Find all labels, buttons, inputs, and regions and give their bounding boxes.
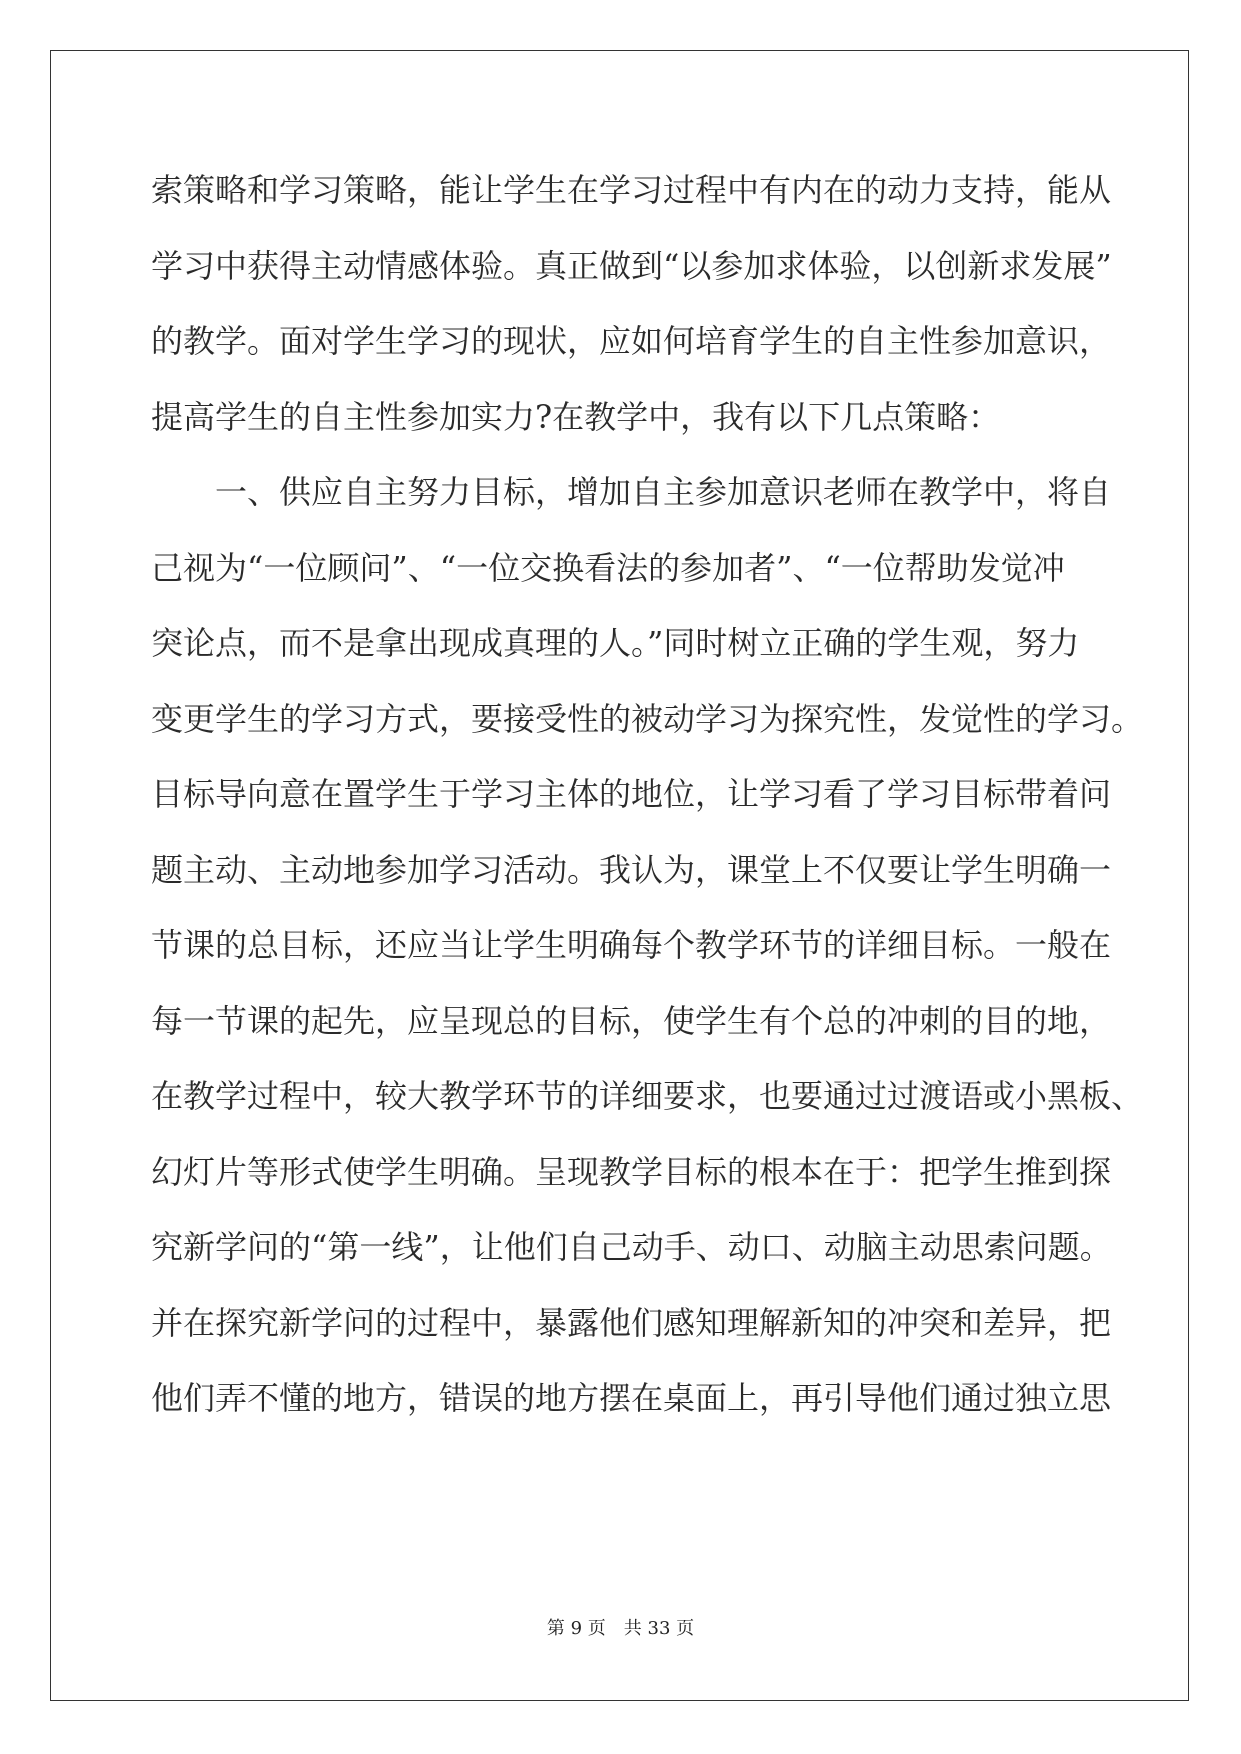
text-line: 节课的总目标，还应当让学生明确每个教学环节的详细目标。一般在 bbox=[151, 926, 1112, 964]
text-line: 每一节课的起先，应呈现总的目标，使学生有个总的冲刺的目的地， bbox=[151, 1002, 1112, 1040]
text-line: 究新学问的“第一线”，让他们自己动手、动口、动脑主动思索问题。 bbox=[151, 1228, 1112, 1266]
text-line: 索策略和学习策略，能让学生在学习过程中有内在的动力支持，能从 bbox=[151, 171, 1112, 209]
text-line: 学习中获得主动情感体验。真正做到“以参加求体验，以创新求发展” bbox=[151, 247, 1112, 285]
text-line: 一、供应自主努力目标，增加自主参加意识老师在教学中，将自 bbox=[151, 473, 1112, 511]
text-line: 提高学生的自主性参加实力?在教学中，我有以下几点策略： bbox=[151, 398, 1001, 436]
text-line: 他们弄不懂的地方，错误的地方摆在桌面上，再引导他们通过独立思 bbox=[151, 1379, 1112, 1417]
text-line: 在教学过程中，较大教学环节的详细要求，也要通过过渡语或小黑板、 bbox=[151, 1077, 1144, 1115]
text-line: 幻灯片等形式使学生明确。呈现教学目标的根本在于：把学生推到探 bbox=[151, 1153, 1112, 1191]
text-line: 变更学生的学习方式，要接受性的被动学习为探究性，发觉性的学习。 bbox=[151, 700, 1144, 738]
text-line: 目标导向意在置学生于学习主体的地位，让学习看了学习目标带着问 bbox=[151, 775, 1112, 813]
text-line: 突论点，而不是拿出现成真理的人。”同时树立正确的学生观，努力 bbox=[151, 624, 1080, 662]
text-line: 己视为“一位顾问”、“一位交换看法的参加者”、“一位帮助发觉冲 bbox=[151, 549, 1065, 587]
text-line: 题主动、主动地参加学习活动。我认为，课堂上不仅要让学生明确一 bbox=[151, 851, 1112, 889]
text-line: 的教学。面对学生学习的现状，应如何培育学生的自主性参加意识， bbox=[151, 322, 1112, 360]
page-number: 第 9 页 共 33 页 bbox=[546, 1618, 695, 1639]
text-line: 并在探究新学问的过程中，暴露他们感知理解新知的冲突和差异，把 bbox=[151, 1304, 1112, 1342]
